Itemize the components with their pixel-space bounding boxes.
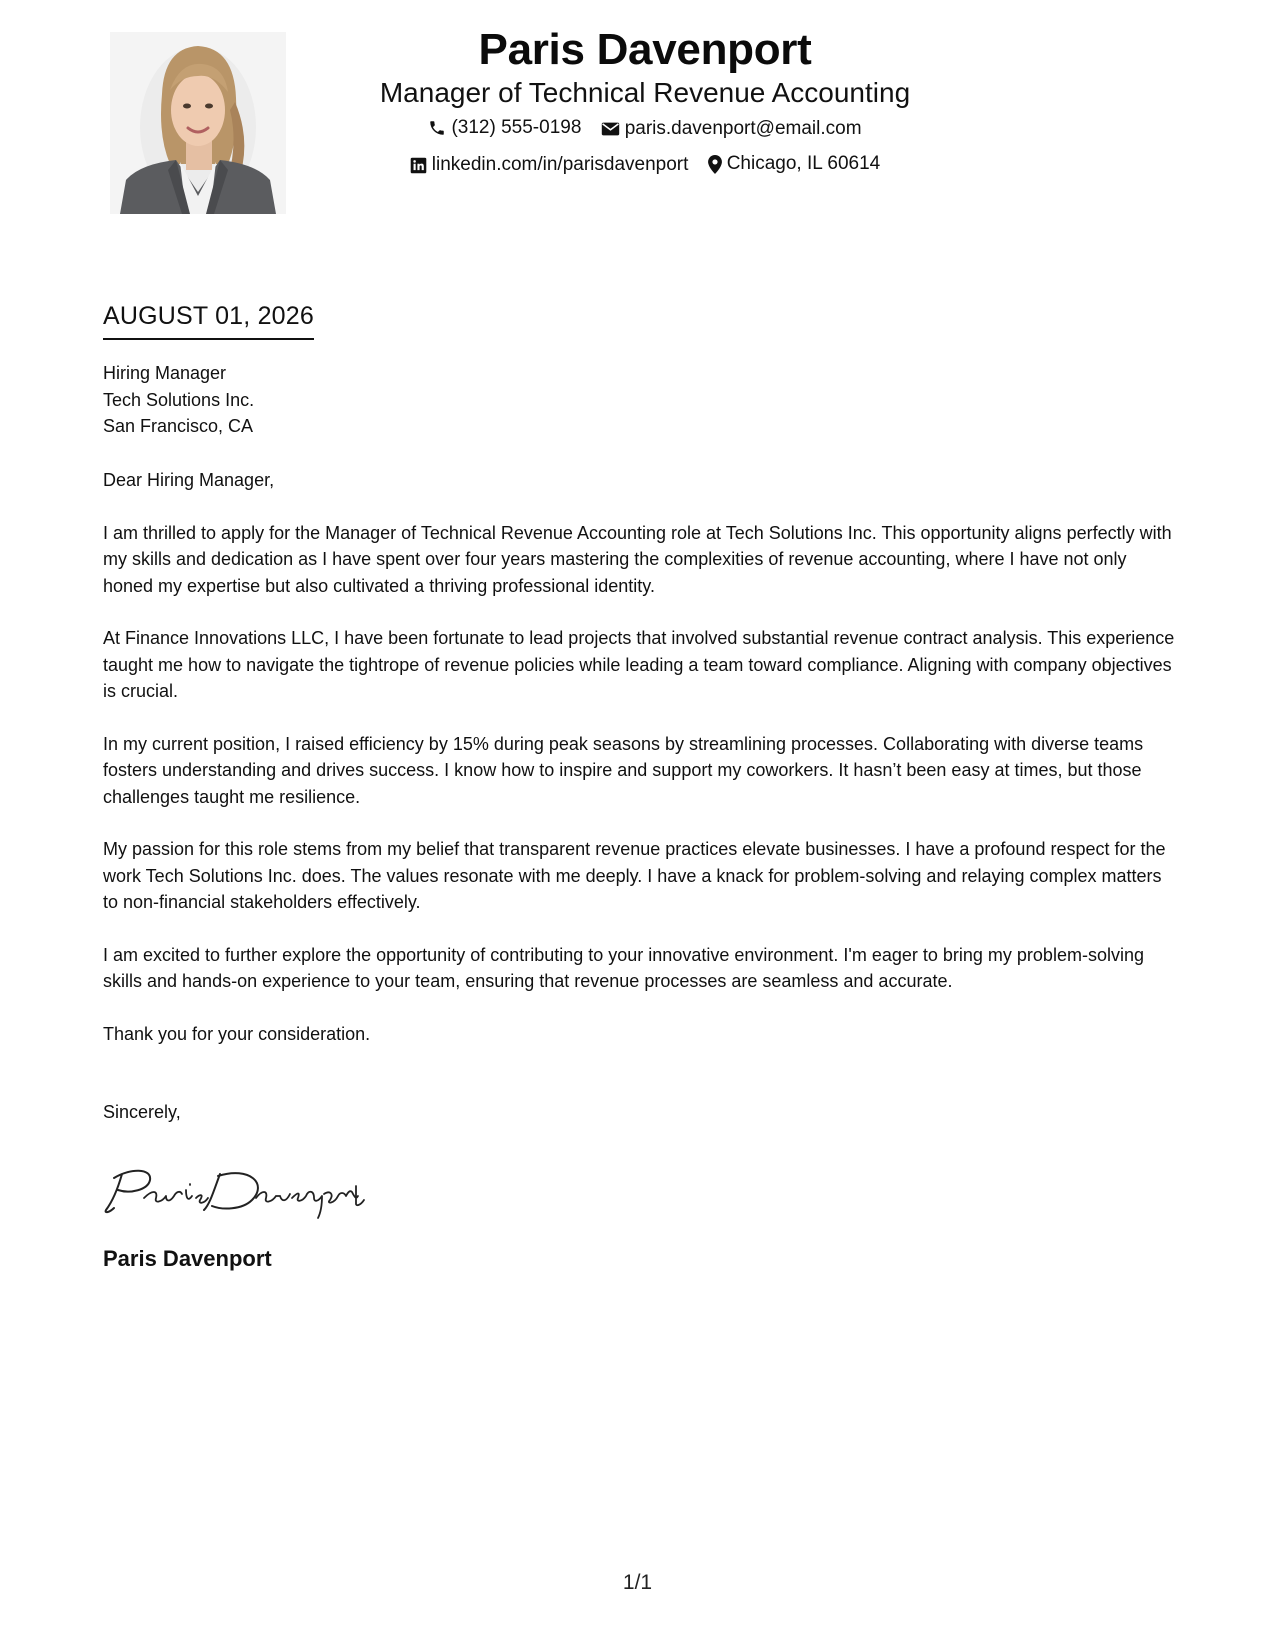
portrait-image: [110, 32, 286, 214]
body-paragraph: I am thrilled to apply for the Manager of Technical Revenue Accounting role at Tech Solutions Inc. This opportunity aligns perfectly with my skills and dedication as I have spent over four years mastering the complexities of revenue accounting, where I have not only honed my expertise but also cultivated a thriving professional identity.: [103, 522, 1172, 596]
recipient-block: [103, 360, 254, 440]
profile-photo: [110, 32, 286, 214]
linkedin-icon: [410, 157, 427, 174]
handwritten-signature: [100, 1160, 370, 1220]
contact-location: [708, 152, 881, 176]
body-paragraph: In my current position, I raised efficiency by 15% during peak seasons by streamlining processes. Collaborating with diverse teams fosters understanding and drives success. I know how to inspire and support my coworkers. It hasn’t been easy at times, but those challenges taught me resilience.: [103, 733, 1144, 807]
applicant-name: Paris Davenport: [478, 25, 812, 74]
contact-row-primary: [300, 116, 990, 144]
applicant-title: Manager of Technical Revenue Accounting: [379, 77, 911, 108]
salutation: Dear Hiring Manager,: [103, 470, 275, 490]
map-pin-icon: [708, 155, 722, 174]
body-paragraph: My passion for this role stems from my belief that transparent revenue practices elevate businesses. I have a profound respect for the work Tech Solutions Inc. does. The values resonate with me deeply. I have a knack for problem-solving and relaying complex matters to non-financial stakeholders effectively.: [103, 839, 1166, 912]
contact-phone-text: (312) 555-0198: [451, 117, 582, 138]
recipient-line: Hiring Manager: [103, 363, 227, 383]
phone-icon: [428, 119, 446, 137]
body-paragraph: Thank you for your consideration.: [103, 1023, 371, 1044]
contact-phone[interactable]: [428, 116, 581, 140]
contact-linkedin-text: linkedin.com/in/parisdavenport: [431, 154, 689, 175]
envelope-icon: [601, 121, 620, 137]
closing: Sincerely,: [103, 1102, 181, 1122]
letter-body: [103, 467, 1178, 1073]
contact-email[interactable]: [601, 117, 862, 141]
contact-linkedin[interactable]: [410, 153, 689, 177]
body-paragraph: I am excited to further explore the opportunity of contributing to your innovative environment. I'm eager to bring my problem-solving skills and hands-on experience to your team, ensuring that revenue processes are seamless and accurate.: [103, 944, 1144, 991]
contact-location-text: Chicago, IL 60614: [726, 153, 881, 174]
signer-name: Paris Davenport: [103, 1246, 272, 1271]
letter-header: [300, 22, 990, 181]
contact-row-secondary: [300, 152, 990, 181]
letter-date: AUGUST 01, 2026: [103, 300, 314, 340]
page-number: 1/1: [622, 1571, 653, 1594]
recipient-line: San Francisco, CA: [103, 416, 254, 436]
contact-email-text: paris.davenport@email.com: [624, 118, 862, 139]
recipient-line: Tech Solutions Inc.: [103, 389, 255, 410]
body-paragraph: At Finance Innovations LLC, I have been fortunate to lead projects that involved substantial revenue contract analysis. This experience taught me how to navigate the tightrope of revenue policies while leading a team toward compliance. Aligning with company objectives is crucial.: [103, 628, 1175, 701]
